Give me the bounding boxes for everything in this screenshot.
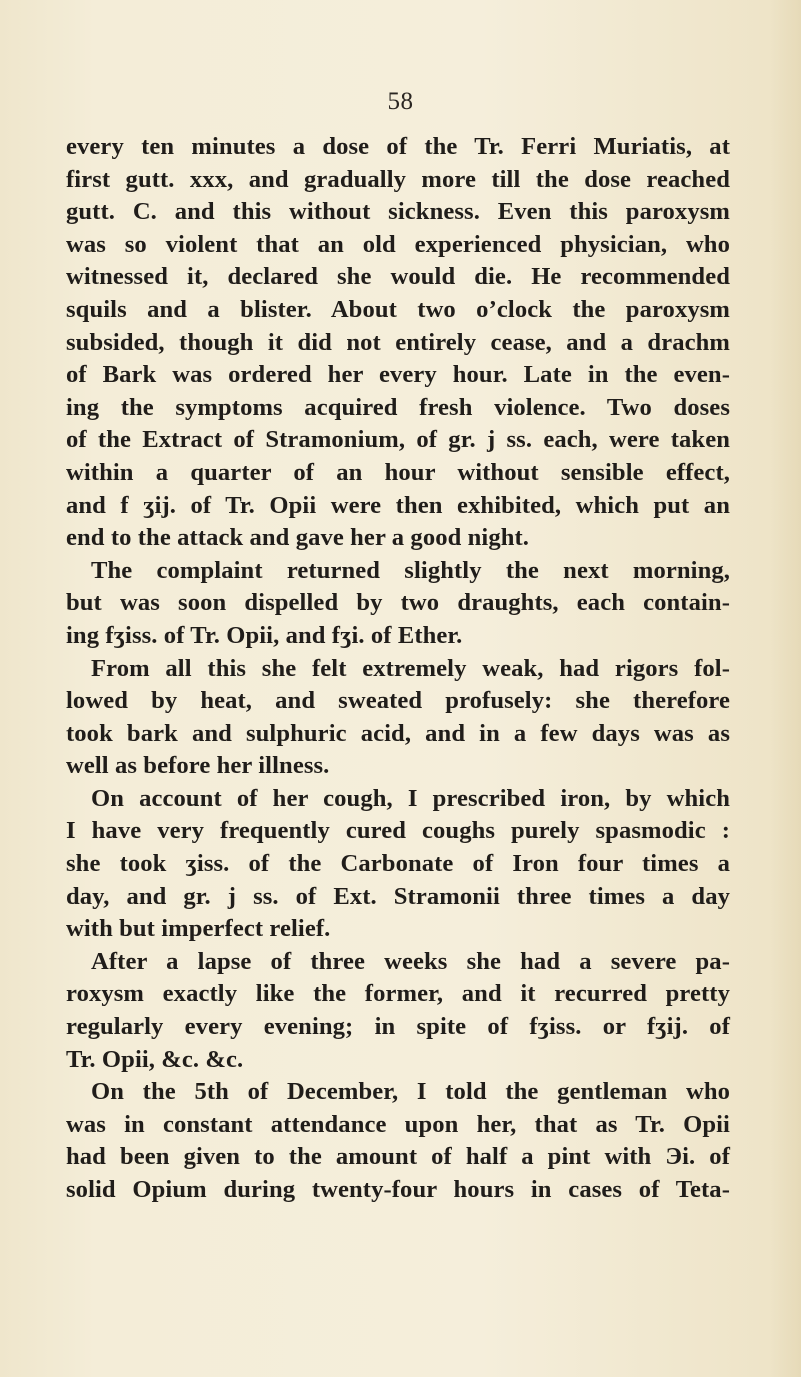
text-line: of Bark was ordered her every hour. Late in the even- — [66, 361, 730, 389]
text-line: ing fʒiss. of Tr. Opii, and fʒi. of Ether. — [66, 621, 463, 649]
body-text — [66, 131, 730, 1207]
text-line: lowed by heat, and sweated profusely: she therefore — [66, 687, 730, 715]
text-line: was in constant attendance upon her, that as Tr. Opii — [66, 1110, 730, 1138]
text-line: subsided, though it did not entirely cease, and a drachm — [66, 328, 730, 356]
text-line: within a quarter of an hour without sensible effect, — [66, 458, 730, 486]
text-line: solid Opium during twenty-four hours in cases of Teta- — [66, 1176, 730, 1203]
page-number: 58 — [387, 88, 414, 115]
text-line: was so violent that an old experienced physician, who — [66, 230, 730, 258]
text-line: had been given to the amount of half a pint with Эi. of — [66, 1143, 730, 1171]
text-line: On account of her cough, I prescribed iron, by which — [91, 784, 730, 812]
text-line: witnessed it, declared she would die. He recommended — [66, 263, 730, 291]
text-line: regularly every evening; in spite of fʒiss. or fʒij. of — [66, 1013, 730, 1041]
text-line: gutt. C. and this without sickness. Even this paroxysm — [66, 198, 730, 226]
text-line: end to the attack and gave her a good night. — [66, 524, 530, 552]
text-line: day, and gr. j ss. of Ext. Stramonii three times a day — [66, 882, 730, 910]
text-line: From all this she felt extremely weak, had rigors fol- — [91, 654, 730, 682]
text-line: I have very frequently cured coughs purely spasmodic : — [66, 817, 730, 845]
text-line: squils and a blister. About two o’clock the paroxysm — [66, 295, 730, 323]
text-line: The complaint returned slightly the next morning, — [91, 556, 730, 584]
text-line: of the Extract of Stramonium, of gr. j ss. each, were taken — [66, 426, 730, 454]
text-line: and f ʒij. of Tr. Opii were then exhibited, which put an — [66, 491, 730, 519]
text-line: every ten minutes a dose of the Tr. Ferri Muriatis, at — [66, 133, 730, 160]
text-line: she took ʒiss. of the Carbonate of Iron four times a — [66, 850, 730, 878]
text-line: roxysm exactly like the former, and it recurred pretty — [66, 980, 730, 1008]
text-line: well as before her illness. — [66, 752, 330, 780]
text-line: ing the symptoms acquired fresh violence. Two doses — [66, 393, 730, 421]
text-line: After a lapse of three weeks she had a severe pa- — [91, 947, 730, 975]
text-line: took bark and sulphuric acid, and in a few days was as — [66, 719, 730, 747]
text-line: with but imperfect relief. — [66, 915, 331, 943]
text-line: Tr. Opii, &c. &c. — [66, 1045, 244, 1073]
text-line: but was soon dispelled by two draughts, each contain- — [66, 589, 730, 617]
text-line: first gutt. xxx, and gradually more till the dose reached — [66, 165, 730, 193]
text-line: On the 5th of December, I told the gentleman who — [91, 1078, 730, 1106]
